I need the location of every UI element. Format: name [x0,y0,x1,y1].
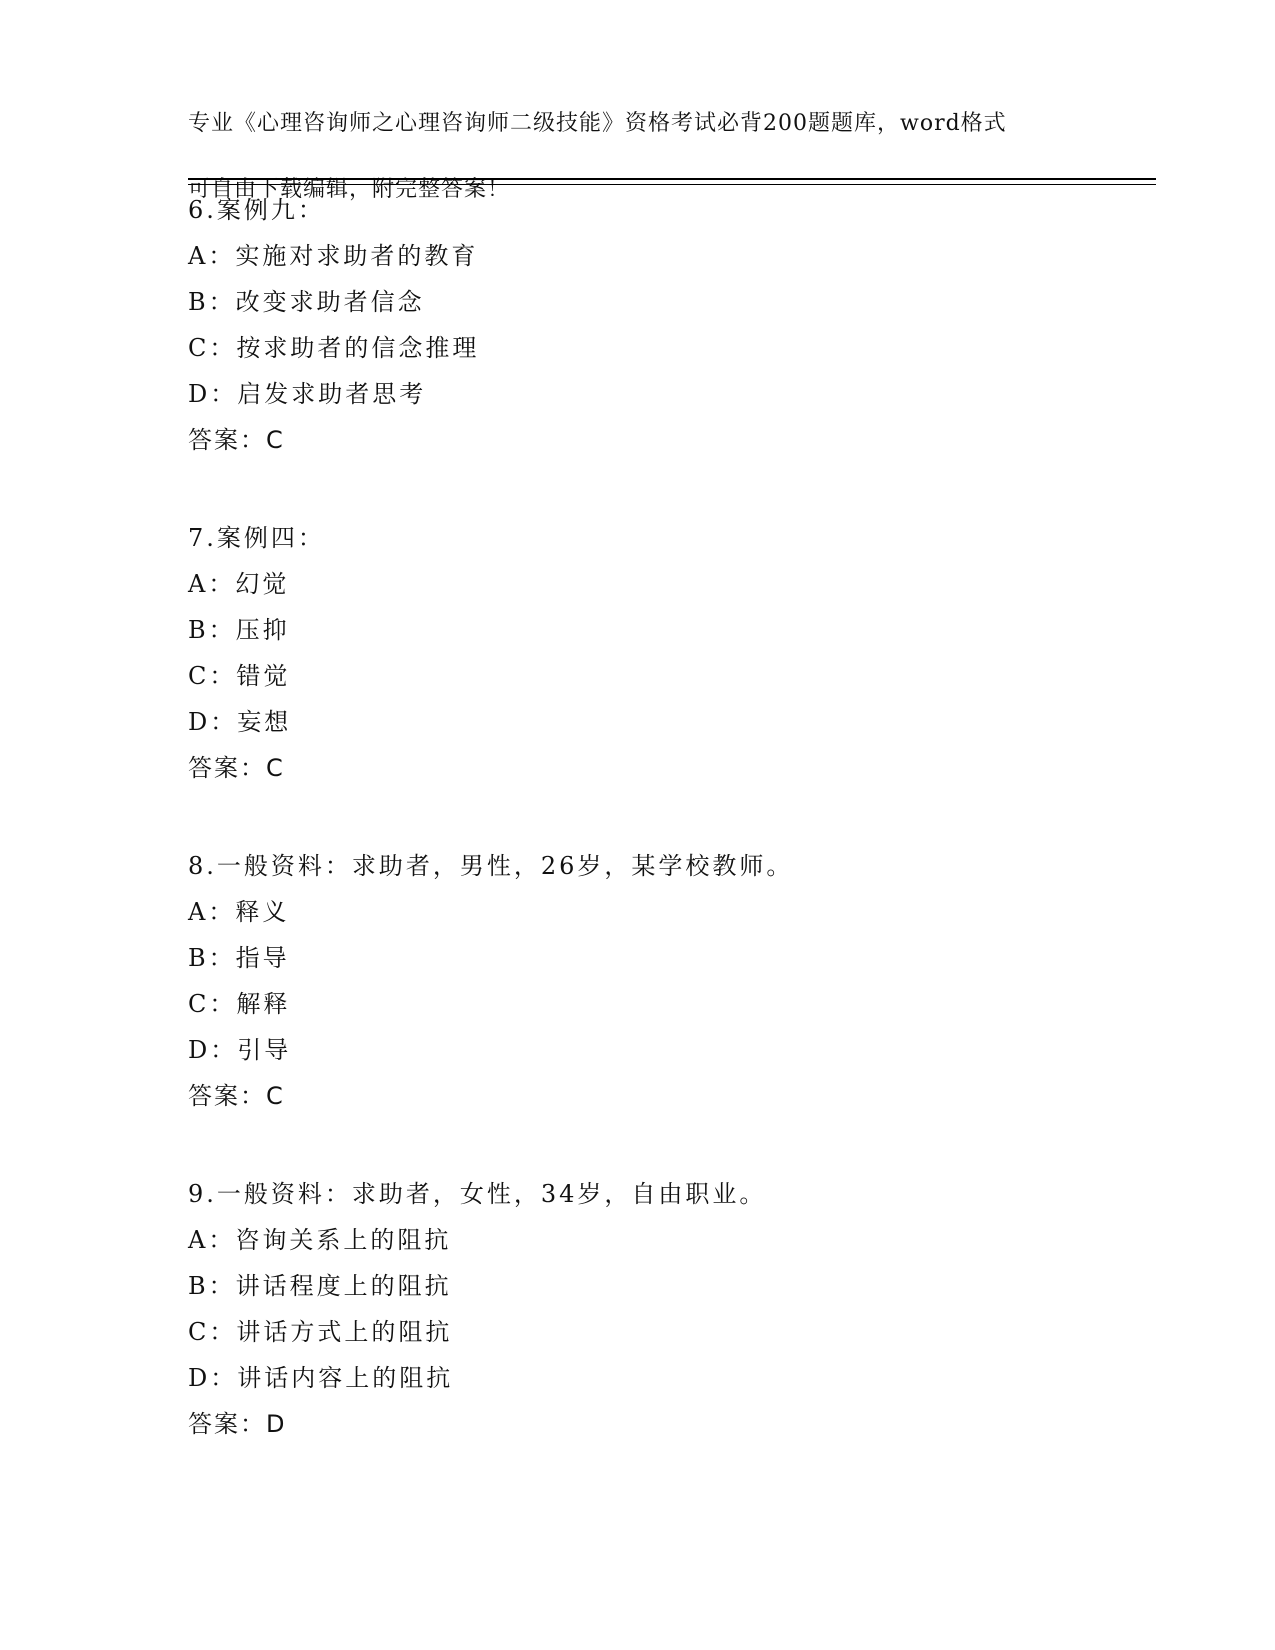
question-8 [188,843,1148,1119]
option-d: D：启发求助者思考 [188,380,427,408]
question-7 [188,515,1148,791]
option-b: B：指导 [188,944,290,972]
option-d: D：讲话内容上的阻抗 [188,1364,454,1392]
question-stem: 7.案例四： [188,524,325,552]
option-b: B：改变求助者信念 [188,288,425,316]
question-9 [188,1171,1148,1447]
option-b: B：压抑 [188,616,290,644]
question-stem: 6.案例九： [188,196,325,224]
option-c: C：错觉 [188,662,291,690]
question-stem: 9.一般资料：求助者，女性，34岁，自由职业。 [188,1180,767,1208]
answer-line: 答案：C [188,1082,285,1110]
option-c: C：讲话方式上的阻抗 [188,1318,453,1346]
header-divider-thin [188,184,1156,185]
option-c: C：解释 [188,990,291,1018]
option-a: A：幻觉 [188,570,290,598]
answer-line: 答案：C [188,754,285,782]
option-c: C：按求助者的信念推理 [188,334,480,362]
option-b: B：讲话程度上的阻抗 [188,1272,452,1300]
option-a: A：咨询关系上的阻抗 [188,1226,452,1254]
option-a: A：释义 [188,898,290,926]
question-stem: 8.一般资料：求助者，男性，26岁，某学校教师。 [188,852,794,880]
option-d: D：引导 [188,1036,292,1064]
question-list [188,187,1148,1499]
answer-line: 答案：D [188,1410,287,1438]
header-line-1: 专业《心理咨询师之心理咨询师二级技能》资格考试必背200题题库，word格式 [188,111,1007,136]
option-a: A：实施对求助者的教育 [188,242,479,270]
answer-line: 答案：C [188,426,285,454]
header-divider-thick [188,178,1156,180]
question-6 [188,187,1148,463]
option-d: D：妄想 [188,708,292,736]
header-line-2: 可自由下载编辑，附完整答案！ [188,177,511,202]
